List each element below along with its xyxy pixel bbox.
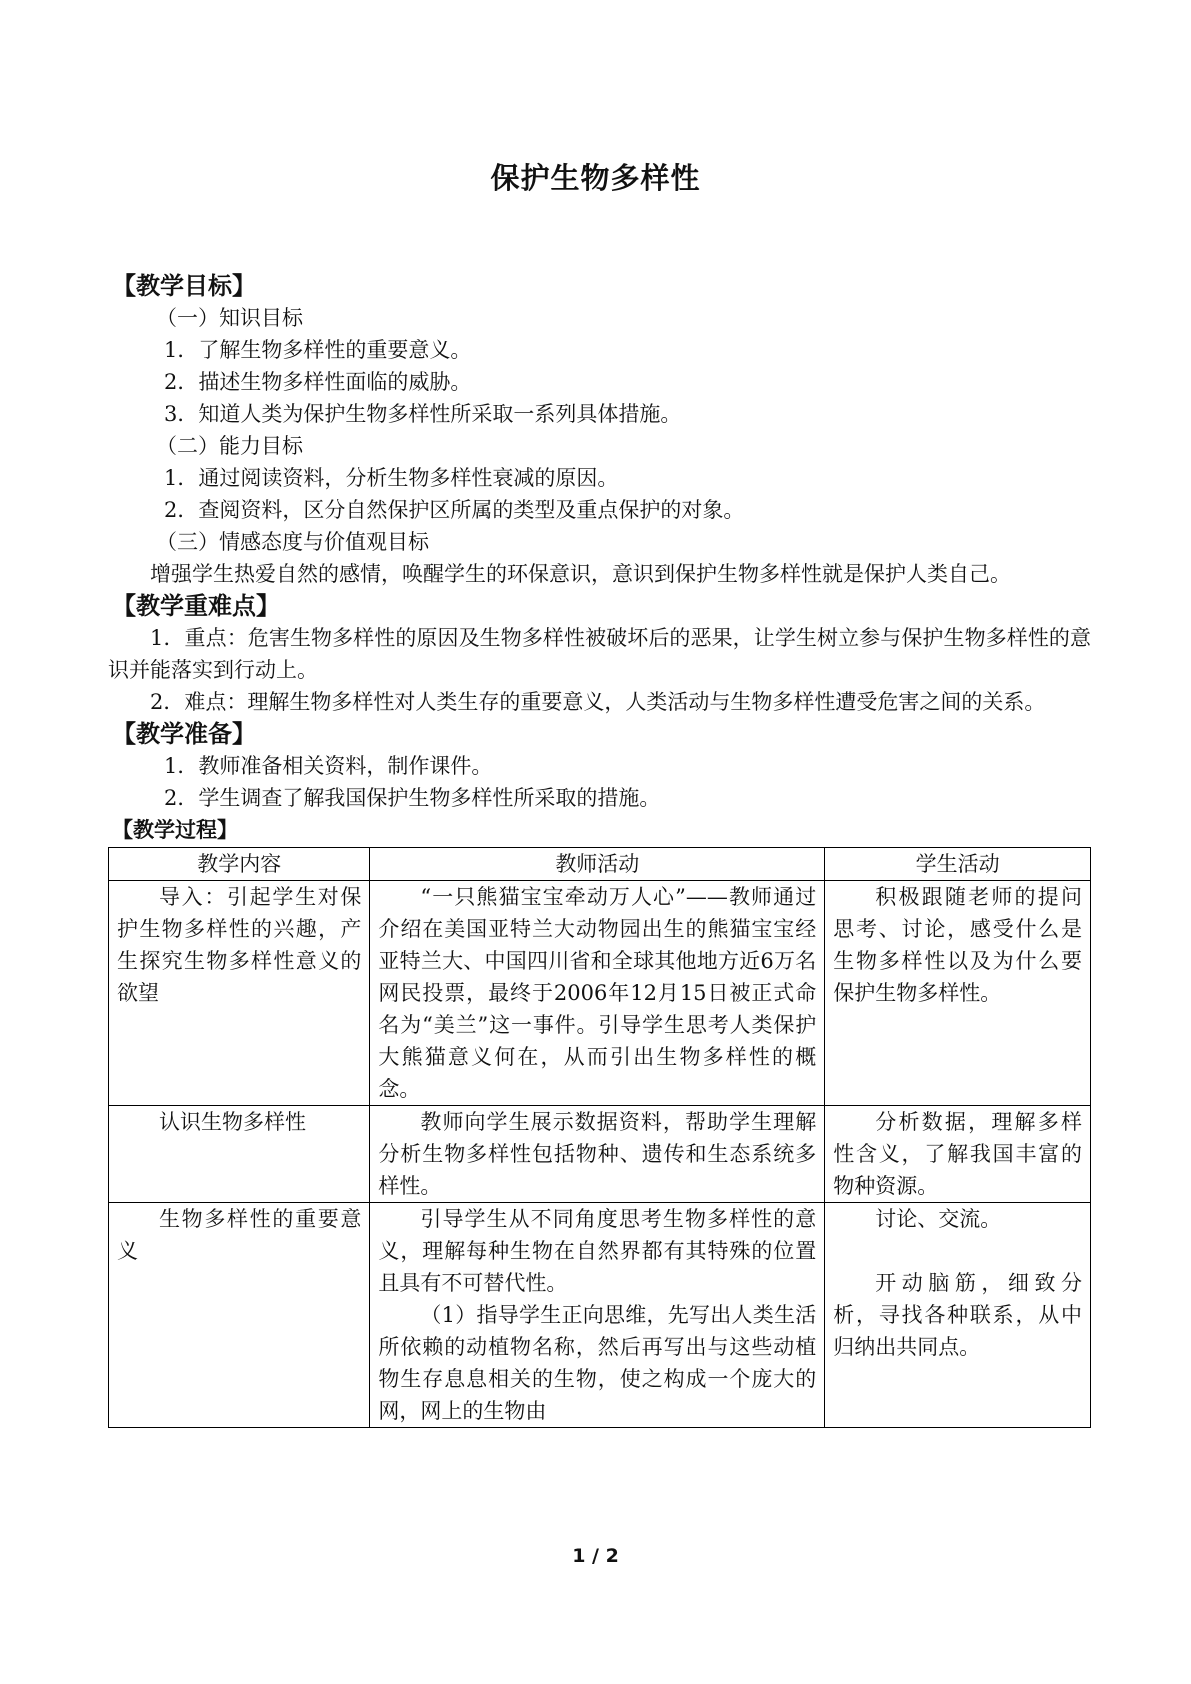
table-cell-student: [825, 881, 1091, 1106]
cell-text: 分析数据，理解多样性含义，了解我国丰富的物种资源。: [833, 1110, 1082, 1198]
cell-text: “一只熊猫宝宝牵动万人心”——教师通过介绍在美国亚特兰大动物园出生的熊猫宝宝经亚特兰大、中国四川省和全球其他地方近6万名网民投票，最终于2006年12月15日被正式命名为“美兰”这一事件。引导学生思考人类保护大熊猫意义何在，从而引出生物多样性的概念。: [378, 885, 817, 1101]
knowledge-item: 3．知道人类为保护生物多样性所采取一系列具体措施。: [164, 402, 682, 426]
process-table: [108, 847, 1091, 1428]
document-title: 保护生物多样性: [490, 161, 701, 195]
section-heading-preparation: 【教学准备】: [112, 720, 256, 748]
column-header-student: 学生活动: [825, 848, 1091, 881]
ability-item: 1．通过阅读资料，分析生物多样性衰减的原因。: [164, 466, 619, 490]
section-heading-objectives: 【教学目标】: [112, 272, 256, 300]
table-row: [109, 1106, 1091, 1203]
table-cell-content: [109, 1203, 370, 1428]
subheading-attitude: （三）情感态度与价值观目标: [156, 530, 429, 554]
section-heading-key-points: 【教学重难点】: [112, 592, 280, 620]
cell-text: 积极跟随老师的提问思考、讨论，感受什么是生物多样性以及为什么要保护生物多样性。: [833, 885, 1082, 1005]
ability-item: 2．查阅资料，区分自然保护区所属的类型及重点保护的对象。: [164, 498, 745, 522]
cell-text: 开动脑筋，细致分析，寻找各种联系，从中归纳出共同点。: [833, 1271, 1082, 1359]
preparation-item: 1．教师准备相关资料，制作课件。: [164, 754, 493, 778]
table-row: [109, 881, 1091, 1106]
section-heading-process: 【教学过程】: [112, 818, 238, 842]
table-cell-student: [825, 1203, 1091, 1428]
table-cell-teacher: [370, 881, 825, 1106]
table-row: [109, 1203, 1091, 1428]
cell-text: 讨论、交流。: [875, 1207, 1002, 1231]
attitude-paragraph: 增强学生热爱自然的感情，唤醒学生的环保意识，意识到保护生物多样性就是保护人类自己。: [150, 562, 1011, 586]
cell-text: 导入：引起学生对保护生物多样性的兴趣，产生探究生物多样性意义的欲望: [117, 885, 362, 1005]
preparation-item: 2．学生调查了解我国保护生物多样性所采取的措施。: [164, 786, 661, 810]
page-number: 1 / 2: [572, 1545, 619, 1567]
table-header-row: [109, 848, 1091, 881]
subheading-knowledge: （一）知识目标: [156, 306, 303, 330]
cell-text: （1）指导学生正向思维，先写出人类生活所依赖的动植物名称，然后再写出与这些动植物生存息息相关的生物，使之构成一个庞大的网，网上的生物由: [378, 1303, 817, 1423]
key-point-item: 2．难点：理解生物多样性对人类生存的重要意义，人类活动与生物多样性遭受危害之间的关系。: [150, 690, 1046, 714]
cell-text: 认识生物多样性: [159, 1110, 306, 1134]
table-cell-student: [825, 1106, 1091, 1203]
column-header-teacher: 教师活动: [370, 848, 825, 881]
table-cell-content: [109, 881, 370, 1106]
table-cell-teacher: [370, 1106, 825, 1203]
knowledge-item: 1．了解生物多样性的重要意义。: [164, 338, 472, 362]
table-cell-content: [109, 1106, 370, 1203]
cell-text: 教师向学生展示数据资料，帮助学生理解分析生物多样性包括物种、遗传和生态系统多样性。: [378, 1110, 817, 1198]
cell-spacer: [833, 1235, 1082, 1267]
cell-text: 生物多样性的重要意义: [117, 1207, 362, 1263]
document-body: [108, 270, 1091, 1428]
column-header-content: 教学内容: [109, 848, 370, 881]
knowledge-item: 2．描述生物多样性面临的威胁。: [164, 370, 472, 394]
table-cell-teacher: [370, 1203, 825, 1428]
key-point-item: 1．重点：危害生物多样性的原因及生物多样性被破坏后的恶果，让学生树立参与保护生物多样性的意识并能落实到行动上。: [108, 626, 1091, 682]
cell-text: 引导学生从不同角度思考生物多样性的意义，理解每种生物在自然界都有其特殊的位置且具有不可替代性。: [378, 1207, 817, 1295]
subheading-ability: （二）能力目标: [156, 434, 303, 458]
